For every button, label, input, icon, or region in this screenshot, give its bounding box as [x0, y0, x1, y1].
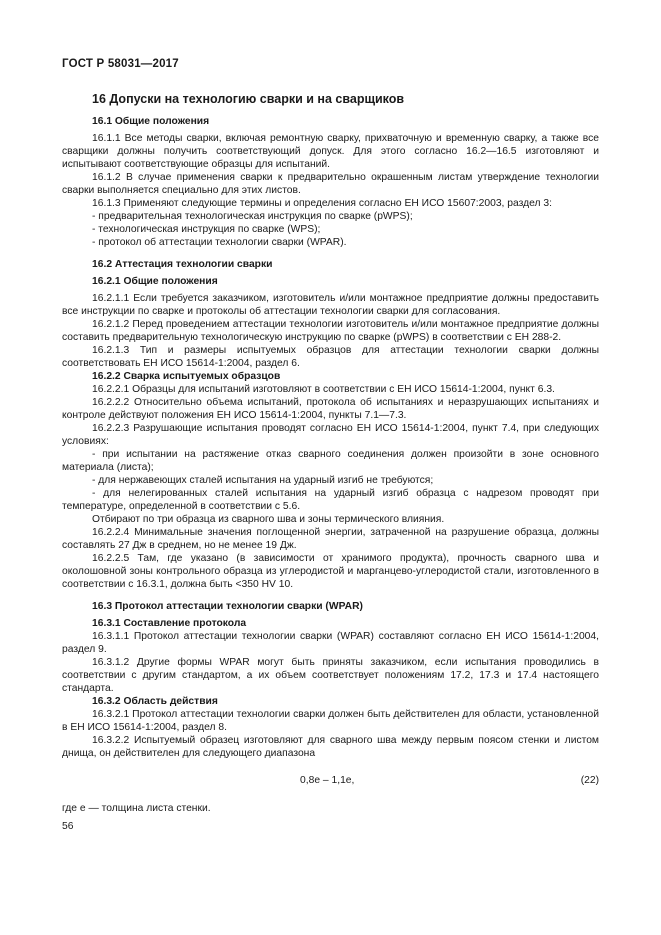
page-number: 56 — [62, 821, 74, 832]
paragraph-16-2-1-3: 16.2.1.3 Тип и размеры испытуемых образцов для аттестации технологии сварки должны соответствовать ЕН ИСО 15614-1:2004, раздел 6. — [62, 345, 599, 369]
list-item: - при испытании на растяжение отказ сварного соединения должен произойти в зоне основного материала (листа); — [62, 449, 599, 473]
list-item: - для нержавеющих сталей испытания на ударный изгиб не требуются; — [92, 475, 434, 486]
paragraph-16-3-2-1: 16.3.2.1 Протокол аттестации технологии сварки должен быть действителен для области, установленной в ЕН ИСО 15614-1:2004, раздел 8. — [62, 709, 599, 733]
paragraph-16-2-1-1: 16.2.1.1 Если требуется заказчиком, изготовитель и/или монтажное предприятие должны предоставить все инструкции по сварке и протоколы об аттестации технологии сварки для согласования. — [62, 293, 599, 317]
formula-22 — [62, 774, 599, 788]
document-header: ГОСТ Р 58031—2017 — [62, 58, 179, 70]
section-16-1-title: 16.1 Общие положения — [92, 116, 210, 127]
section-16-2-title: 16.2 Аттестация технологии сварки — [92, 259, 273, 270]
document-page — [62, 58, 599, 832]
paragraph-16-2-1-2: 16.2.1.2 Перед проведением аттестации технологии изготовитель и/или монтажное предприятие должны составить предварительную технологическую инструкцию по сварке (pWPS) в соответствии с ЕН 288-2. — [62, 319, 599, 343]
paragraph-16-1-2: 16.1.2 В случае применения сварки к предварительно окрашенным листам утверждение технологии сварки выполняется специально для этих листов. — [62, 172, 599, 196]
section-16-2-1-title: 16.2.1 Общие положения — [92, 276, 218, 287]
formula-expression: 0,8e – 1,1e, — [300, 775, 355, 786]
paragraph-16-2-2-4: 16.2.2.4 Минимальные значения поглощенной энергии, затраченной на разрушение образца, должны составлять 27 Дж в среднем, но не менее 19 Дж. — [62, 527, 599, 551]
list-item: - для нелегированных сталей испытания на ударный изгиб образца с надрезом проводят при температуре, определенной в соответствии с 5.6. — [62, 488, 599, 512]
paragraph-16-1-3: 16.1.3 Применяют следующие термины и определения согласно ЕН ИСО 15607:2003, раздел 3: — [92, 198, 552, 209]
list-item: - предварительная технологическая инструкция по сварке (pWPS); — [92, 211, 413, 222]
paragraph-samples-note: Отбирают по три образца из сварного шва и зоны термического влияния. — [92, 514, 445, 525]
formula-where: где e — толщина листа стенки. — [62, 803, 211, 814]
section-16-title: 16 Допуски на технологию сварки и на сварщиков — [92, 92, 405, 106]
paragraph-16-3-1-1: 16.3.1.1 Протокол аттестации технологии сварки (WPAR) составляют согласно ЕН ИСО 15614-1:2004, раздел 9. — [62, 631, 599, 655]
paragraph-16-2-2-2: 16.2.2.2 Относительно объема испытаний, протокола об испытаниях и неразрушающих испытаниях и контроле действуют положения ЕН ИСО 15614-1:2004, пункты 7.1—7.3. — [62, 397, 599, 421]
paragraph-16-1-1: 16.1.1 Все методы сварки, включая ремонтную сварку, прихваточную и временную сварку, а также все сварщики должны получить соответствующий допуск. Для этого согласно 16.2—16.5 изготовляют и испытывают соответствующие образцы для испытаний. — [62, 133, 599, 170]
section-16-3-1-title: 16.3.1 Составление протокола — [92, 618, 247, 629]
paragraph-16-3-1-2: 16.3.1.2 Другие формы WPAR могут быть приняты заказчиком, если испытания проводились в соответствии с другим стандартом, а их объем соответствует положениям 17.2, 17.3 и 17.4 настоящего стандарта. — [62, 657, 599, 694]
section-16-3-title: 16.3 Протокол аттестации технологии сварки (WPAR) — [92, 601, 363, 612]
section-16-2-2-title: 16.2.2 Сварка испытуемых образцов — [92, 371, 281, 382]
paragraph-16-3-2-2: 16.3.2.2 Испытуемый образец изготовляют для сварного шва между первым поясом стенки и листом днища, он действителен для следующего диапазона — [62, 735, 599, 759]
list-item: - протокол об аттестации технологии сварки (WPAR). — [92, 237, 347, 248]
paragraph-16-2-2-5: 16.2.2.5 Там, где указано (в зависимости от хранимого продукта), прочность сварного шва и околошовной зоны контрольного образца из углеродистой и марганцево-углеродистой стали, изготовленного в соответствии с 16.3.1, должна быть <350 HV 10. — [62, 553, 599, 590]
section-16-3-2-title: 16.3.2 Область действия — [92, 696, 218, 707]
list-item: - технологическая инструкция по сварке (WPS); — [92, 224, 321, 235]
paragraph-16-2-2-1: 16.2.2.1 Образцы для испытаний изготовляют в соответствии с ЕН ИСО 15614-1:2004, пункт 6.3. — [92, 384, 555, 395]
formula-number: (22) — [580, 775, 599, 786]
paragraph-16-2-2-3: 16.2.2.3 Разрушающие испытания проводят согласно ЕН ИСО 15614-1:2004, пункт 7.4, при следующих условиях: — [62, 423, 599, 447]
